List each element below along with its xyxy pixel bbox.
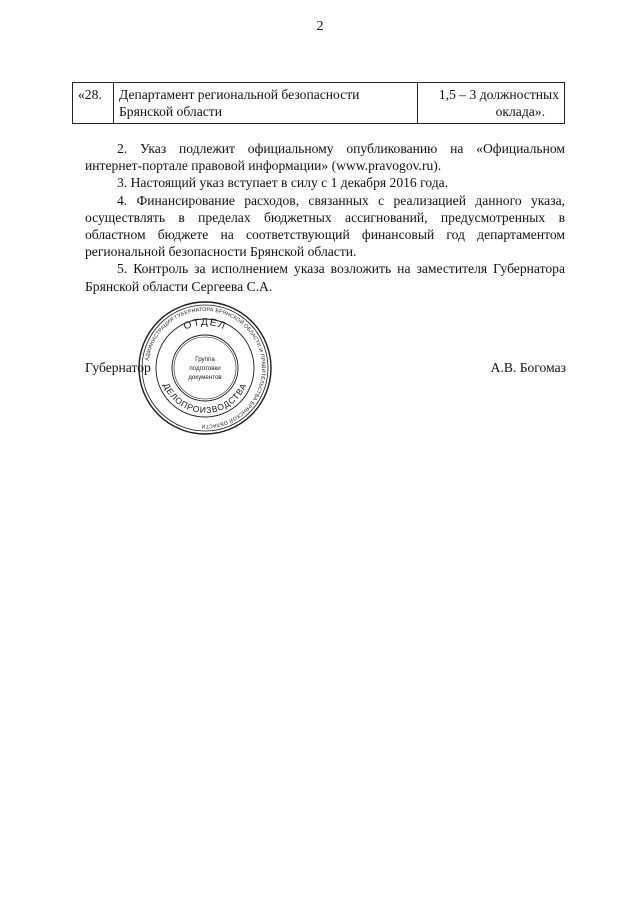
paragraph-effective-date: 3. Настоящий указ вступает в силу с 1 декабря 2016 года. <box>117 175 449 191</box>
salary-coefficient-line1: 1,5 – 3 должностных <box>438 87 559 102</box>
stamp-ring-top: ОТДЕЛ <box>182 316 228 333</box>
department-table <box>72 82 565 124</box>
paragraph-control: 5. Контроль за исполнением указа возложить на заместителя Губернатора Брянской области Сергеева С.А. <box>85 261 565 294</box>
department-name: Департамент региональной безопасности Брянской области <box>114 83 418 124</box>
stamp-outer-text: АДМИНИСТРАЦИЯ ГУБЕРНАТОРА БРЯНСКОЙ ОБЛАСТИ И ПРАВИТЕЛЬСТВА БРЯНСКОЙ ОБЛАСТИ <box>144 306 267 430</box>
stamp-center-line1: Группа <box>195 356 215 363</box>
paragraph-financing: 4. Финансирование расходов, связанных с реализацией данного указа, осуществлять в пределах бюджетных ассигнований, предусмотренных в областном бюджете на соответствующий финансовый год департаментом региональной безопасности Брянской области. <box>85 192 565 260</box>
signature-title: Губернатор <box>85 360 151 375</box>
row-number: «28. <box>73 83 114 124</box>
signatory-name: А.В. Богомаз <box>490 360 566 375</box>
table-row <box>73 83 565 124</box>
stamp-seal-graphic <box>135 298 275 438</box>
decree-body <box>85 140 565 295</box>
stamp-center-line2: подготовки <box>189 365 221 372</box>
salary-coefficient <box>418 83 565 124</box>
stamp-ring-bottom: ДЕЛОПРОИЗВОДСТВА <box>161 381 249 416</box>
salary-coefficient-line2: оклада». <box>495 104 545 119</box>
page-number: 2 <box>316 19 324 34</box>
office-stamp <box>135 298 275 438</box>
stamp-center-line3: документов <box>188 374 222 381</box>
svg-text:ОТДЕЛ <box>182 317 228 332</box>
paragraph-publication: 2. Указ подлежит официальному опубликованию на «Официальном интернет-портале правовой информации» (www.pravogov.ru). <box>85 141 565 174</box>
svg-text:ДЕЛОПРОИЗВОДСТВА <box>161 381 248 415</box>
